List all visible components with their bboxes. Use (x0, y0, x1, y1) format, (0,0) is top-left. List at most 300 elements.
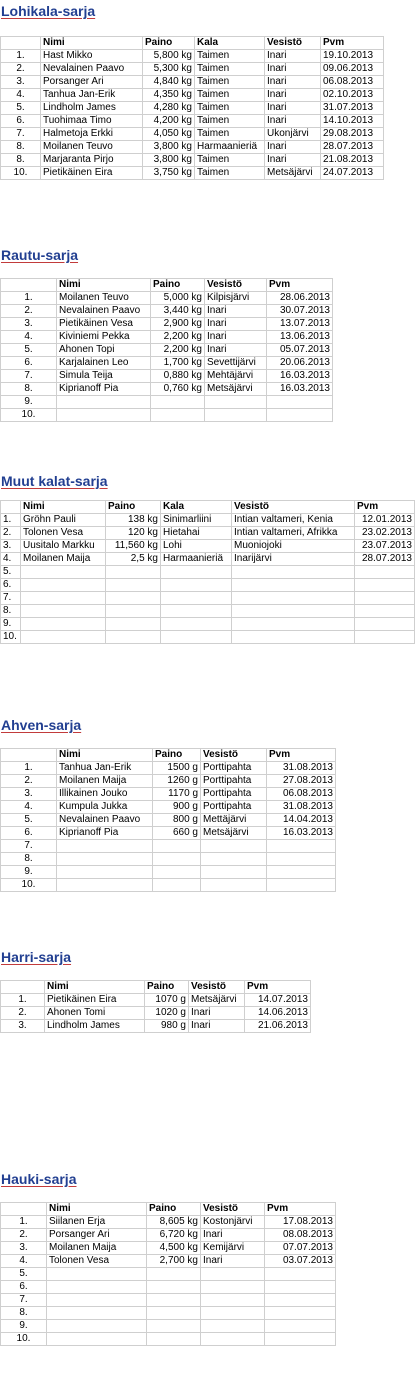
weight-cell: 3,750 kg (143, 167, 195, 180)
water-cell (201, 1268, 265, 1281)
date-cell: 31.07.2013 (321, 102, 384, 115)
water-cell: Inari (205, 305, 267, 318)
water-cell (201, 866, 267, 879)
name-cell: Lindholm James (41, 102, 143, 115)
weight-cell: 3,800 kg (143, 154, 195, 167)
name-cell: Kiprianoff Pia (57, 383, 151, 396)
col-header: Pvm (355, 501, 415, 514)
table-row (1, 801, 336, 814)
weight-cell (147, 1333, 201, 1346)
rank-cell: 4. (1, 89, 41, 102)
weight-cell (106, 631, 161, 644)
table-body (1, 1203, 336, 1346)
weight-cell (147, 1294, 201, 1307)
rank-cell: 5. (1, 344, 57, 357)
water-cell: Metsäjärvi (265, 167, 321, 180)
rank-cell: 3. (1, 1242, 47, 1255)
water-cell: Inari (189, 1007, 245, 1020)
name-cell (21, 631, 106, 644)
rank-cell: 3. (1, 76, 41, 89)
weight-cell: 5,800 kg (143, 50, 195, 63)
name-cell: Porsanger Ari (47, 1229, 147, 1242)
weight-cell: 900 g (153, 801, 201, 814)
rank-cell: 5. (1, 566, 21, 579)
date-cell: 20.06.2013 (267, 357, 333, 370)
date-cell: 17.08.2013 (265, 1216, 336, 1229)
table-row (1, 1281, 336, 1294)
table-row (1, 566, 415, 579)
fish-cell: Taimen (195, 128, 265, 141)
water-cell (201, 840, 267, 853)
table-row (1, 762, 336, 775)
weight-cell (153, 840, 201, 853)
rank-cell: 9. (1, 866, 57, 879)
rank-cell: 7. (1, 592, 21, 605)
name-cell (57, 866, 153, 879)
weight-cell: 2,700 kg (147, 1255, 201, 1268)
name-cell: Ahonen Tomi (45, 1007, 145, 1020)
col-header: Paino (106, 501, 161, 514)
name-cell: Pietikäinen Vesa (57, 318, 151, 331)
water-cell: Porttipahta (201, 762, 267, 775)
fish-cell (161, 566, 232, 579)
water-cell: Ukonjärvi (265, 128, 321, 141)
weight-cell: 2,5 kg (106, 553, 161, 566)
table-row (1, 540, 415, 553)
water-cell: Inari (265, 115, 321, 128)
rank-cell: 1. (1, 994, 45, 1007)
water-cell: Porttipahta (201, 801, 267, 814)
date-cell (265, 1320, 336, 1333)
name-cell: Pietikäinen Eira (41, 167, 143, 180)
fish-cell: Lohi (161, 540, 232, 553)
rank-cell: 10. (1, 879, 57, 892)
weight-cell (106, 605, 161, 618)
rank-cell: 7. (1, 840, 57, 853)
table-row (1, 1242, 336, 1255)
rank-cell: 9. (1, 618, 21, 631)
fish-cell: Taimen (195, 154, 265, 167)
name-cell: Moilanen Maija (21, 553, 106, 566)
name-cell (21, 566, 106, 579)
table-row (1, 814, 336, 827)
weight-cell: 120 kg (106, 527, 161, 540)
date-cell (265, 1268, 336, 1281)
rank-cell: 3. (1, 540, 21, 553)
header-row (1, 981, 311, 994)
date-cell (355, 631, 415, 644)
date-cell: 12.01.2013 (355, 514, 415, 527)
date-cell: 14.10.2013 (321, 115, 384, 128)
date-cell: 28.07.2013 (355, 553, 415, 566)
weight-cell: 6,720 kg (147, 1229, 201, 1242)
name-cell: Nevalainen Paavo (57, 814, 153, 827)
weight-cell: 4,280 kg (143, 102, 195, 115)
rank-cell: 2. (1, 1229, 47, 1242)
rank-cell: 1. (1, 514, 21, 527)
col-header: Vesistö (189, 981, 245, 994)
weight-cell: 1170 g (153, 788, 201, 801)
rank-cell: 10. (1, 167, 41, 180)
table-row (1, 514, 415, 527)
rank-cell: 3. (1, 318, 57, 331)
water-cell (232, 579, 355, 592)
name-cell (57, 396, 151, 409)
weight-cell: 800 g (153, 814, 201, 827)
name-cell (47, 1333, 147, 1346)
weight-cell: 980 g (145, 1020, 189, 1033)
table-row (1, 1307, 336, 1320)
rank-cell: 2. (1, 1007, 45, 1020)
date-cell: 13.07.2013 (267, 318, 333, 331)
date-cell: 28.06.2013 (267, 292, 333, 305)
name-cell (57, 879, 153, 892)
col-header: Nimi (57, 279, 151, 292)
table-row (1, 553, 415, 566)
water-cell: Metsäjärvi (201, 827, 267, 840)
weight-cell: 1020 g (145, 1007, 189, 1020)
date-cell: 16.03.2013 (267, 383, 333, 396)
rank-cell: 10. (1, 1333, 47, 1346)
name-cell: Nevalainen Paavo (57, 305, 151, 318)
table-row (1, 1294, 336, 1307)
table-row (1, 89, 384, 102)
name-cell: Tolonen Vesa (21, 527, 106, 540)
date-cell: 16.03.2013 (267, 827, 336, 840)
table-row (1, 1268, 336, 1281)
table-row (1, 154, 384, 167)
weight-cell (153, 866, 201, 879)
col-header: Kala (195, 37, 265, 50)
fish-cell: Taimen (195, 102, 265, 115)
rank-cell: 8. (1, 154, 41, 167)
date-cell (355, 579, 415, 592)
name-cell: Ahonen Topi (57, 344, 151, 357)
table-row (1, 1320, 336, 1333)
weight-cell: 5,300 kg (143, 63, 195, 76)
water-cell: Intian valtameri, Afrikka (232, 527, 355, 540)
water-cell (201, 1281, 265, 1294)
weight-cell: 2,900 kg (151, 318, 205, 331)
fish-cell: Taimen (195, 76, 265, 89)
table-row (1, 1216, 336, 1229)
water-cell (232, 631, 355, 644)
table-row (1, 879, 336, 892)
water-cell: Inari (265, 63, 321, 76)
table-row (1, 76, 384, 89)
date-cell: 14.04.2013 (267, 814, 336, 827)
water-cell: Metsäjärvi (189, 994, 245, 1007)
col-header: Kala (161, 501, 232, 514)
table-body (1, 279, 333, 422)
name-cell: Kiviniemi Pekka (57, 331, 151, 344)
header-row (1, 1203, 336, 1216)
date-cell (267, 866, 336, 879)
rank-cell: 4. (1, 331, 57, 344)
water-cell: Inari (205, 331, 267, 344)
table-row (1, 409, 333, 422)
date-cell: 31.08.2013 (267, 762, 336, 775)
rank-cell: 2. (1, 63, 41, 76)
name-cell (47, 1294, 147, 1307)
rank-cell: 7. (1, 1294, 47, 1307)
col-header: Pvm (267, 749, 336, 762)
water-cell: Inari (189, 1020, 245, 1033)
rank-cell: 6. (1, 115, 41, 128)
table-row (1, 866, 336, 879)
name-cell: Uusitalo Markku (21, 540, 106, 553)
water-cell: Mettäjärvi (201, 814, 267, 827)
water-cell: Inari (205, 318, 267, 331)
table-row (1, 994, 311, 1007)
fish-cell (161, 605, 232, 618)
date-cell (267, 396, 333, 409)
table-row (1, 592, 415, 605)
name-cell: Porsanger Ari (41, 76, 143, 89)
date-cell: 21.08.2013 (321, 154, 384, 167)
weight-cell: 2,200 kg (151, 331, 205, 344)
table-row (1, 1007, 311, 1020)
weight-cell: 138 kg (106, 514, 161, 527)
col-header: Pvm (245, 981, 311, 994)
water-cell: Inarijärvi (232, 553, 355, 566)
rank-cell: 8. (1, 853, 57, 866)
name-cell (47, 1320, 147, 1333)
rank-cell: 10. (1, 631, 21, 644)
weight-cell (153, 879, 201, 892)
col-header: Pvm (321, 37, 384, 50)
weight-cell: 660 g (153, 827, 201, 840)
col-header: Vesistö (201, 1203, 265, 1216)
name-cell: Nevalainen Paavo (41, 63, 143, 76)
catch-table (0, 1202, 336, 1346)
col-header: Paino (145, 981, 189, 994)
table-body (1, 501, 415, 644)
rank-cell: 6. (1, 827, 57, 840)
rank-cell: 5. (1, 814, 57, 827)
weight-cell (147, 1281, 201, 1294)
table-row (1, 167, 384, 180)
date-cell: 19.10.2013 (321, 50, 384, 63)
weight-cell (151, 396, 205, 409)
table-row (1, 396, 333, 409)
fish-cell: Harmaanieriä (195, 141, 265, 154)
section-title: Hauki-sarja (1, 1171, 77, 1187)
name-cell: Kumpula Jukka (57, 801, 153, 814)
section-title: Rautu-sarja (1, 247, 79, 263)
name-cell: Siilanen Erja (47, 1216, 147, 1229)
weight-cell: 0,880 kg (151, 370, 205, 383)
name-cell: Marjaranta Pirjo (41, 154, 143, 167)
rank-cell: 8. (1, 383, 57, 396)
header-row (1, 501, 415, 514)
date-cell: 29.08.2013 (321, 128, 384, 141)
fish-cell: Taimen (195, 115, 265, 128)
catch-table (0, 278, 333, 422)
name-cell (21, 579, 106, 592)
col-header: Vesistö (232, 501, 355, 514)
water-cell (232, 605, 355, 618)
fish-cell: Taimen (195, 50, 265, 63)
name-cell: Simula Teija (57, 370, 151, 383)
catch-table (0, 36, 384, 180)
water-cell: Intian valtameri, Kenia (232, 514, 355, 527)
table-row (1, 63, 384, 76)
name-cell: Moilanen Teuvo (41, 141, 143, 154)
table-row (1, 383, 333, 396)
date-cell (265, 1294, 336, 1307)
date-cell (265, 1333, 336, 1346)
water-cell (201, 1294, 265, 1307)
date-cell (265, 1281, 336, 1294)
water-cell: Mehtäjärvi (205, 370, 267, 383)
water-cell (201, 1307, 265, 1320)
col-header: Nimi (57, 749, 153, 762)
weight-cell (147, 1307, 201, 1320)
col-header: Nimi (47, 1203, 147, 1216)
table-row (1, 579, 415, 592)
weight-cell: 1500 g (153, 762, 201, 775)
name-cell (21, 605, 106, 618)
table-row (1, 331, 333, 344)
weight-cell: 8,605 kg (147, 1216, 201, 1229)
name-cell: Moilanen Maija (57, 775, 153, 788)
weight-cell: 1070 g (145, 994, 189, 1007)
col-header: Paino (143, 37, 195, 50)
date-cell: 06.08.2013 (321, 76, 384, 89)
table-row (1, 527, 415, 540)
rank-cell: 6. (1, 579, 21, 592)
weight-cell (106, 618, 161, 631)
water-cell: Inari (205, 344, 267, 357)
date-cell (355, 618, 415, 631)
rank-cell: 8. (1, 141, 41, 154)
date-cell: 14.07.2013 (245, 994, 311, 1007)
name-cell: Gröhn Pauli (21, 514, 106, 527)
table-row (1, 1229, 336, 1242)
table-row (1, 141, 384, 154)
name-cell (47, 1307, 147, 1320)
water-cell: Kemijärvi (201, 1242, 265, 1255)
water-cell: Kilpisjärvi (205, 292, 267, 305)
water-cell: Inari (265, 76, 321, 89)
rank-cell: 4. (1, 1255, 47, 1268)
rank-cell: 2. (1, 305, 57, 318)
weight-cell (106, 566, 161, 579)
table-row (1, 50, 384, 63)
catch-table (0, 980, 311, 1033)
col-header: Paino (151, 279, 205, 292)
water-cell: Inari (265, 89, 321, 102)
water-cell: Porttipahta (201, 775, 267, 788)
fish-cell: Hietahai (161, 527, 232, 540)
rank-cell: 4. (1, 553, 21, 566)
date-cell: 30.07.2013 (267, 305, 333, 318)
weight-cell (147, 1320, 201, 1333)
water-cell: Inari (265, 141, 321, 154)
table-row (1, 605, 415, 618)
rank-cell: 3. (1, 788, 57, 801)
water-cell (232, 566, 355, 579)
water-cell (205, 396, 267, 409)
col-header: Paino (147, 1203, 201, 1216)
fish-cell: Taimen (195, 89, 265, 102)
date-cell (267, 840, 336, 853)
rank-cell: 8. (1, 605, 21, 618)
section-title: Muut kalat-sarja (1, 473, 108, 489)
weight-cell (153, 853, 201, 866)
weight-cell: 5,000 kg (151, 292, 205, 305)
name-cell (21, 618, 106, 631)
date-cell: 24.07.2013 (321, 167, 384, 180)
rank-cell: 1. (1, 292, 57, 305)
date-cell: 09.06.2013 (321, 63, 384, 76)
date-cell: 27.08.2013 (267, 775, 336, 788)
name-cell: Tanhua Jan-Erik (41, 89, 143, 102)
fish-cell: Taimen (195, 63, 265, 76)
header-row (1, 749, 336, 762)
table-row (1, 102, 384, 115)
weight-cell: 4,200 kg (143, 115, 195, 128)
fish-cell (161, 631, 232, 644)
date-cell (267, 879, 336, 892)
col-header: Pvm (267, 279, 333, 292)
rank-cell: 1. (1, 762, 57, 775)
table-row (1, 292, 333, 305)
col-header: Nimi (45, 981, 145, 994)
date-cell: 08.08.2013 (265, 1229, 336, 1242)
weight-cell (151, 409, 205, 422)
date-cell: 14.06.2013 (245, 1007, 311, 1020)
date-cell (355, 592, 415, 605)
table-row (1, 618, 415, 631)
date-cell: 31.08.2013 (267, 801, 336, 814)
weight-cell (106, 592, 161, 605)
name-cell (21, 592, 106, 605)
date-cell (265, 1307, 336, 1320)
table-row (1, 827, 336, 840)
water-cell (201, 879, 267, 892)
name-cell: Lindholm James (45, 1020, 145, 1033)
rank-cell: 7. (1, 128, 41, 141)
rank-cell: 2. (1, 527, 21, 540)
water-cell: Sevettijärvi (205, 357, 267, 370)
weight-cell: 4,840 kg (143, 76, 195, 89)
date-cell (355, 605, 415, 618)
weight-cell: 4,350 kg (143, 89, 195, 102)
date-cell: 28.07.2013 (321, 141, 384, 154)
rank-cell: 5. (1, 102, 41, 115)
name-cell: Pietikäinen Eira (45, 994, 145, 1007)
col-header: Nimi (21, 501, 106, 514)
fish-cell (161, 618, 232, 631)
table-row (1, 128, 384, 141)
name-cell (57, 840, 153, 853)
table-body (1, 981, 311, 1033)
date-cell: 13.06.2013 (267, 331, 333, 344)
col-header: Vesistö (205, 279, 267, 292)
catch-table (0, 500, 415, 644)
weight-cell: 1260 g (153, 775, 201, 788)
fish-cell: Harmaanieriä (161, 553, 232, 566)
water-cell: Metsäjärvi (205, 383, 267, 396)
header-row (1, 37, 384, 50)
date-cell: 07.07.2013 (265, 1242, 336, 1255)
water-cell: Muoniojoki (232, 540, 355, 553)
fish-cell (161, 579, 232, 592)
rank-cell: 9. (1, 396, 57, 409)
water-cell (232, 592, 355, 605)
